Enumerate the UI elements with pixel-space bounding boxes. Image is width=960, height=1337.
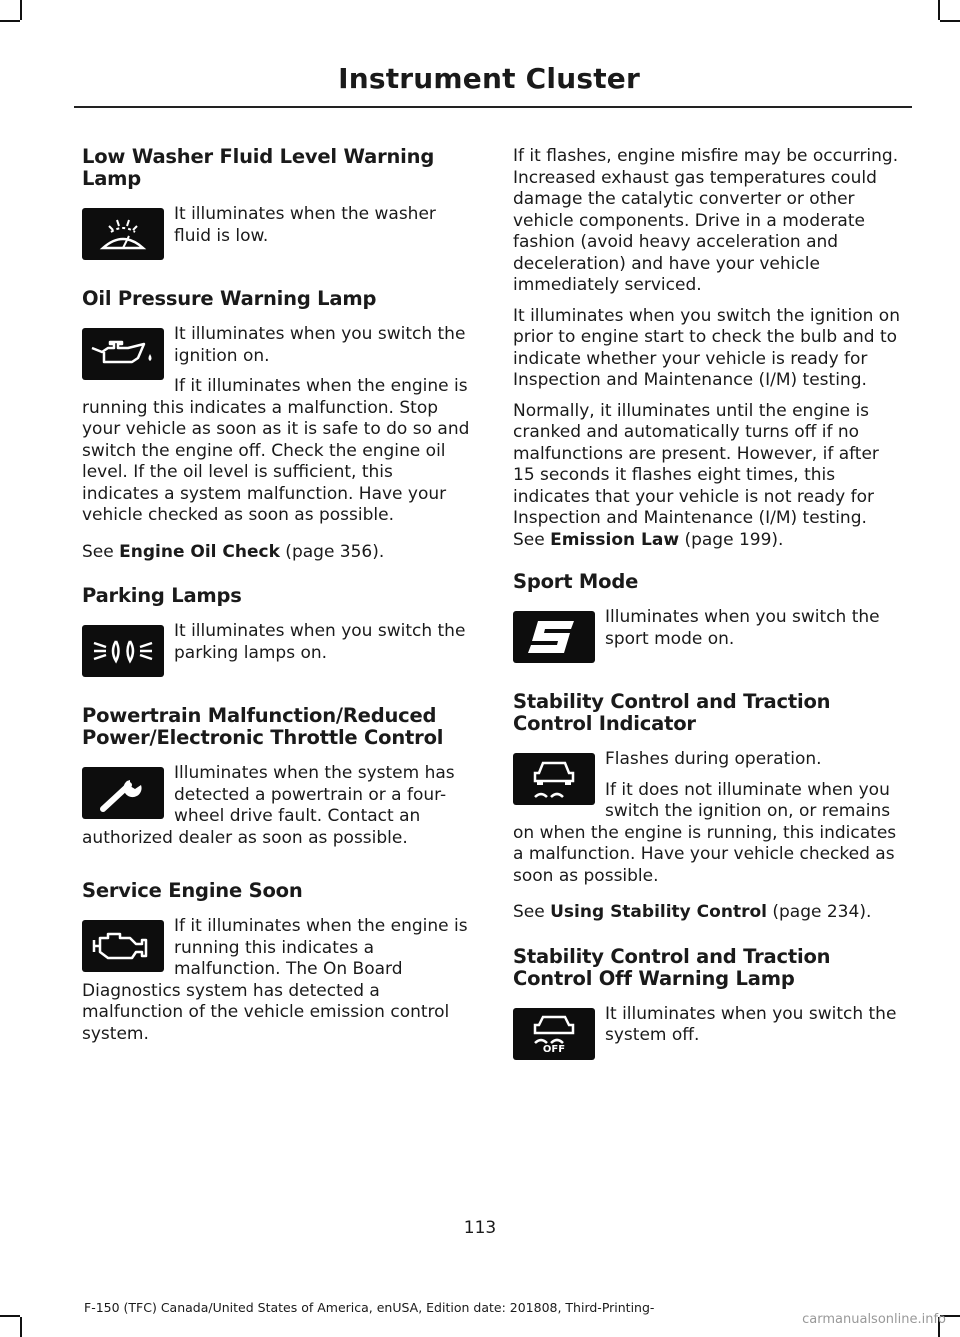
stability-control-off-icon [513,1008,595,1060]
section-text: It illuminates when you switch the system off. [605,1003,897,1045]
section-text: Normally, it illuminates until the engine is cranked and automatically turns off if no malfunctions are present. However, if after 15 seconds it flashes eight times, this indicates that your vehicle is not ready for Inspection and Maintenance (I/M) testing. [513,400,879,528]
see-suffix: (page 199). [679,529,784,550]
section-oil-pressure [82,288,474,563]
crop-mark [20,1317,22,1337]
crop-mark [20,0,22,20]
section-parking-lamps [82,585,474,683]
page-title: Instrument Cluster [338,62,640,95]
section-title: Stability Control and Traction Control Off Warning Lamp [513,944,831,990]
stability-control-icon [513,753,595,805]
section-text: Illuminates when the system has detected a powertrain or a four-wheel drive fault. Contact an authorized dealer as soon as possible. [82,763,455,848]
section-text: It illuminates when you switch the ignition on. [174,324,466,366]
section-text: If it does not illuminate when you switch the ignition on, or remains on when the engine is running, this indicates a malfunction. Have your vehicle checked as soon as possible. [513,779,897,886]
crop-mark [940,20,960,22]
page-number: 113 [463,1218,497,1238]
crop-mark [0,20,20,22]
section-stability-control-off [513,946,905,1066]
parking-lamps-icon [82,625,164,677]
section-text: Flashes during operation. [605,749,822,769]
sport-mode-icon [513,611,595,663]
see-prefix: See [513,529,551,550]
section-title: Oil Pressure Warning Lamp [82,287,377,310]
see-prefix: See [82,541,120,562]
section-washer-fluid [82,146,474,266]
see-suffix: (page 356). [279,541,385,562]
oil-pressure-icon [82,328,164,380]
header-divider [74,106,912,108]
see-reference [513,902,905,924]
wrench-icon [82,767,164,819]
section-text: It illuminates when the washer fluid is low. [174,204,436,246]
section-stability-control [513,691,905,924]
footer-text: F-150 (TFC) Canada/United States of America, enUSA, Edition date: 201808, Third-Printing- [84,1300,655,1315]
left-column [82,146,474,1076]
section-title: Parking Lamps [82,584,242,607]
see-prefix: See [513,902,551,922]
see-suffix: (page 234). [766,902,872,922]
section-text: It illuminates when you switch the parking lamps on. [174,621,466,663]
section-text: If it illuminates when the engine is running this indicates a malfunction. Stop your vehicle as soon as it is safe to do so and switch the engine off. Check the engine oil level. If the oil level is sufficient, this indicates a system malfunction. Have your vehicle checked as soon as possible. [82,376,470,525]
washer-fluid-icon [82,208,164,260]
see-link[interactable]: Using Stability Control [550,902,767,922]
section-title: Stability Control and Traction Control Indicator [513,690,831,735]
section-title: Service Engine Soon [82,879,303,902]
crop-mark [938,0,940,20]
see-link[interactable]: Emission Law [550,529,680,550]
engine-icon [82,920,164,972]
section-service-engine [82,880,474,1054]
crop-mark [0,1315,20,1317]
see-reference [82,542,474,564]
section-sport-mode [513,571,905,669]
section-text: Illuminates when you switch the sport mode on. [605,607,880,649]
section-title: Low Washer Fluid Level Warning Lamp [82,145,435,190]
see-link[interactable]: Engine Oil Check [119,541,280,562]
section-text: If it illuminates when the engine is running this indicates a malfunction. The On Board Diagnostics system has detected a malfunction of the vehicle emission control system. [82,916,468,1044]
section-engine-continued [513,146,905,551]
off-label: OFF [542,1043,566,1055]
section-text: It illuminates when you switch the ignition on prior to engine start to check the bulb and to indicate whether your vehicle is ready for Inspection and Maintenance (I/M) testing. [513,305,900,390]
section-powertrain [82,705,474,858]
section-text: If it flashes, engine misfire may be occurring. Increased exhaust gas temperatures could damage the catalytic converter or other vehicle components. Drive in a moderate fashion (avoid heavy acceleration and deceleration) and have your vehicle immediately serviced. [513,146,899,295]
section-title: Powertrain Malfunction/Reduced Power/Electronic Throttle Control [82,704,444,749]
right-column [513,146,905,1088]
watermark: carmanualsonline.info [802,1312,946,1327]
see-reference [513,530,905,552]
section-title: Sport Mode [513,570,639,593]
